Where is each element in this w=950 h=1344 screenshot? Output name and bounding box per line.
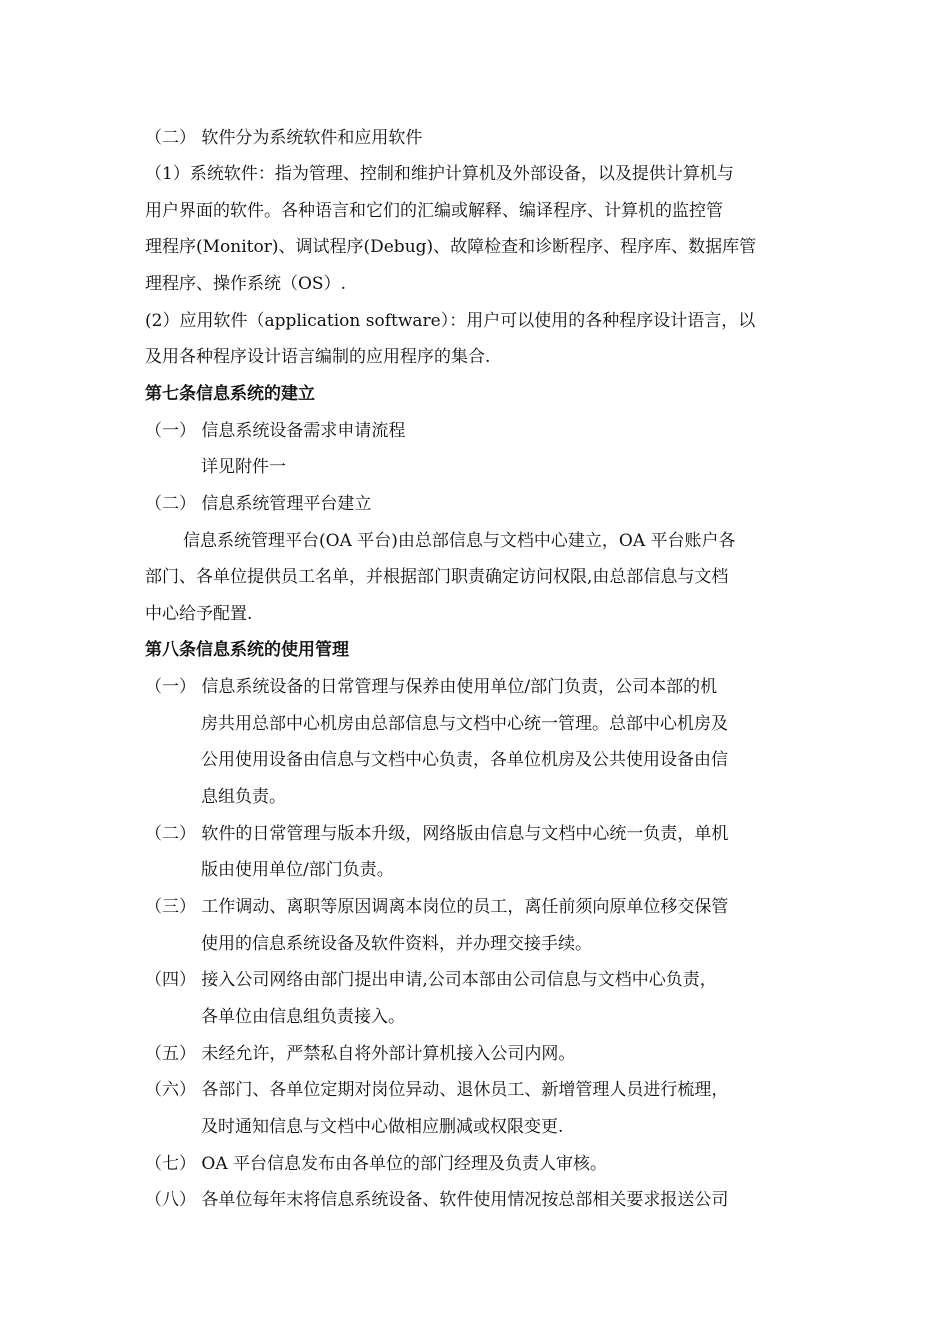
text-line: （一） 信息系统设备的日常管理与保养由使用单位/部门负责，公司本部的机 [145,677,718,697]
text-line: (2）应用软件（application software）：用户可以使用的各种程序设计语言，以 [145,311,756,331]
text-line: （三） 工作调动、离职等原因调离本岗位的员工，离任前须向原单位移交保管 [145,897,729,917]
text-line: 各单位由信息组负责接入。 [201,1007,405,1027]
text-line: （二） 软件分为系统软件和应用软件 [145,128,423,148]
text-line: 公用使用设备由信息与文档中心负责，各单位机房及公共使用设备由信 [201,750,728,770]
text-line: （五） 未经允许，严禁私自将外部计算机接入公司内网。 [145,1044,576,1064]
text-line: （一） 信息系统设备需求申请流程 [145,421,406,441]
section-heading: 第七条信息系统的建立 [145,384,315,404]
text-line: （二） 软件的日常管理与版本升级，网络版由信息与文档中心统一负责，单机 [145,824,729,844]
text-line: 理程序、操作系统（OS）. [145,274,346,294]
text-line: 中心给予配置. [145,604,253,624]
text-line: 详见附件一 [201,457,286,477]
section-heading: 第八条信息系统的使用管理 [145,640,349,660]
text-line: 息组负责。 [201,787,286,807]
text-line: 用户界面的软件。各种语言和它们的汇编或解释、编译程序、计算机的监控管 [145,201,723,221]
text-line: 及用各种程序设计语言编制的应用程序的集合. [145,347,491,367]
text-line: 部门、各单位提供员工名单，并根据部门职责确定访问权限,由总部信息与文档 [145,567,729,587]
text-line: 使用的信息系统设备及软件资料，并办理交接手续。 [201,934,592,954]
text-line: 及时通知信息与文档中心做相应删减或权限变更. [201,1117,564,1137]
text-line: 信息系统管理平台(OA 平台)由总部信息与文档中心建立，OA 平台账户各 [183,531,736,551]
text-line: 房共用总部中心机房由总部信息与文档中心统一管理。总部中心机房及 [201,714,728,734]
text-line: （七） OA 平台信息发布由各单位的部门经理及负责人审核。 [145,1154,608,1174]
text-line: （八） 各单位每年末将信息系统设备、软件使用情况按总部相关要求报送公司 [145,1190,729,1210]
text-line: （六） 各部门、各单位定期对岗位异动、退休员工、新增管理人员进行梳理， [145,1080,729,1100]
text-line: （四） 接入公司网络由部门提出申请,公司本部由公司信息与文档中心负责， [145,970,717,990]
text-line: 版由使用单位/部门负责。 [201,860,394,880]
text-line: （二） 信息系统管理平台建立 [145,494,372,514]
text-line: 理程序(Monitor)、调试程序(Debug)、故障检查和诊断程序、程序库、数据库管 [145,237,757,257]
text-line: （1）系统软件：指为管理、控制和维护计算机及外部设备，以及提供计算机与 [145,164,734,184]
